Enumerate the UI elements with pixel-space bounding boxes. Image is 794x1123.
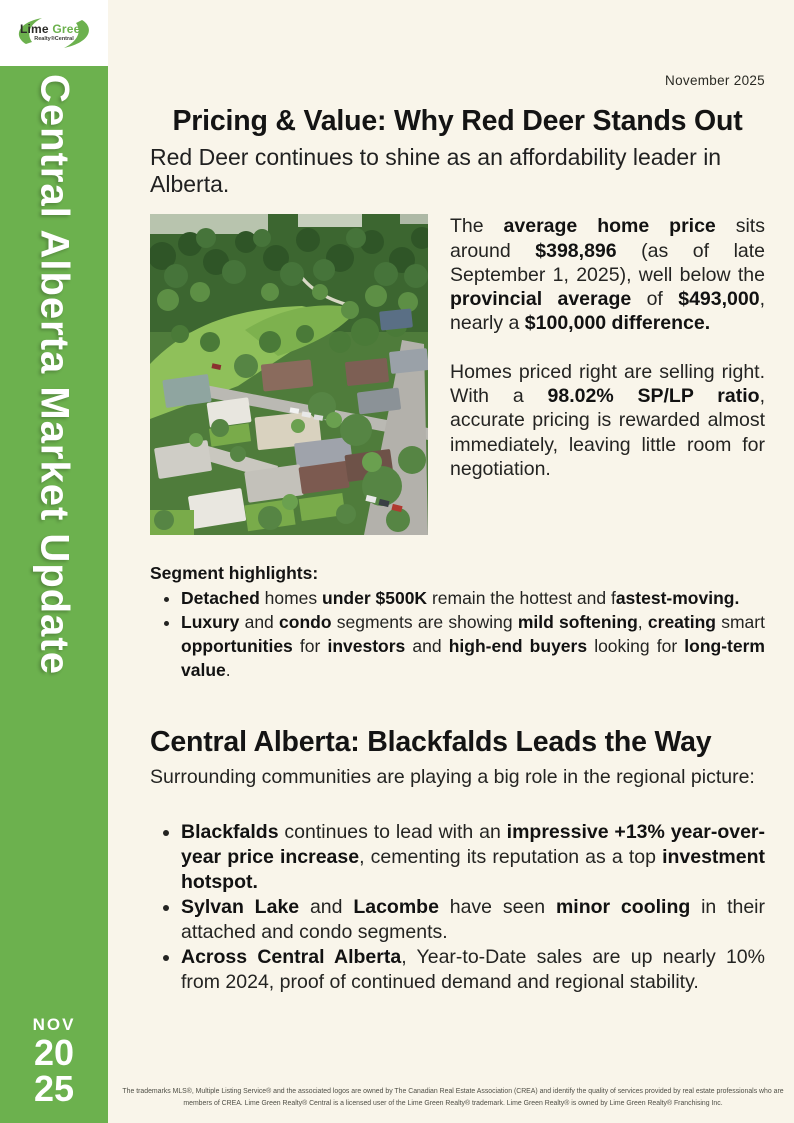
- bullet-item-blackfalds: • Blackfalds continues to lead with an impressive +13% year-over-year price increase, cementing its reputation as a top investment hotspot.: [181, 820, 765, 895]
- aerial-photo-illustration: [150, 214, 428, 535]
- logo-box: [0, 0, 108, 66]
- sidebar-vertical-title: Central Alberta Market Update: [32, 74, 77, 675]
- article1-paragraph-2: Homes priced right are selling right. With a 98.02% SP/LP ratio, accurate pricing is rewarded almost immediately, leaving little room for negotiation.: [450, 360, 765, 480]
- segment-highlights-list: [150, 586, 765, 682]
- sidebar: [0, 66, 108, 1123]
- logo-tagline: Realty®Central: [34, 36, 74, 43]
- logo-word-lime: Lime: [19, 22, 49, 37]
- aerial-neighborhood-photo: [150, 214, 428, 535]
- sidebar-year-bottom: 25: [33, 1068, 75, 1109]
- issue-date: November 2025: [665, 73, 765, 88]
- article1-subtitle: Red Deer continues to shine as an affordability leader in Alberta.: [150, 144, 722, 198]
- lime-green-logo: [12, 11, 96, 55]
- footer-disclaimer: The trademarks MLS®, Multiple Listing Service® and the associated logos are owned by The Canadian Real Estate Association (CREA) and identify the quality of services provided by real estate professionals who are members of CREA. Lime Green Realty® Central is a licensed user of the Lime Green Realty® trademark. Lime Green Realty® is owned by Lime Green Realty® Franchising Inc.: [122, 1088, 784, 1107]
- article2-title: Central Alberta: Blackfalds Leads the Way: [150, 726, 712, 759]
- article2-intro: Surrounding communities are playing a big role in the regional picture:: [150, 766, 755, 789]
- article1-title: Pricing & Value: Why Red Deer Stands Out: [172, 105, 743, 137]
- logo-text: [12, 11, 96, 55]
- logo-word-green: Green: [52, 22, 89, 37]
- bullet-item-sylvan-lacombe: • Sylvan Lake and Lacombe have seen minor cooling in their attached and condo segments.: [181, 895, 765, 945]
- segment-highlights-title: Segment highlights:: [150, 563, 319, 584]
- sidebar-year-top: 20: [33, 1032, 75, 1073]
- article1-body: [428, 214, 765, 535]
- main-content: [108, 0, 794, 1123]
- highlight-item-luxury-condo: • Luxury and condo segments are showing mild softening, creating smart opportunities for investors and high-end buyers looking for long-term value.: [181, 610, 765, 682]
- logo-wordmark: [20, 23, 88, 35]
- bullet-item-central-alberta: • Across Central Alberta, Year-to-Date sales are up nearly 10% from 2024, proof of continued demand and regional stability.: [181, 945, 765, 995]
- article1-paragraph-1: The average home price sits around $398,896 (as of late September 1, 2025), well below the provincial average of $493,000, nearly a $100,000 difference.: [450, 215, 766, 335]
- highlight-item-detached: • Detached homes under $500K remain the hottest and fastest-moving.: [181, 586, 765, 610]
- sidebar-date: [0, 1015, 108, 1107]
- article1-media-row: [150, 214, 765, 535]
- sidebar-month: NOV: [32, 1015, 76, 1034]
- article2-bullet-list: [150, 820, 765, 995]
